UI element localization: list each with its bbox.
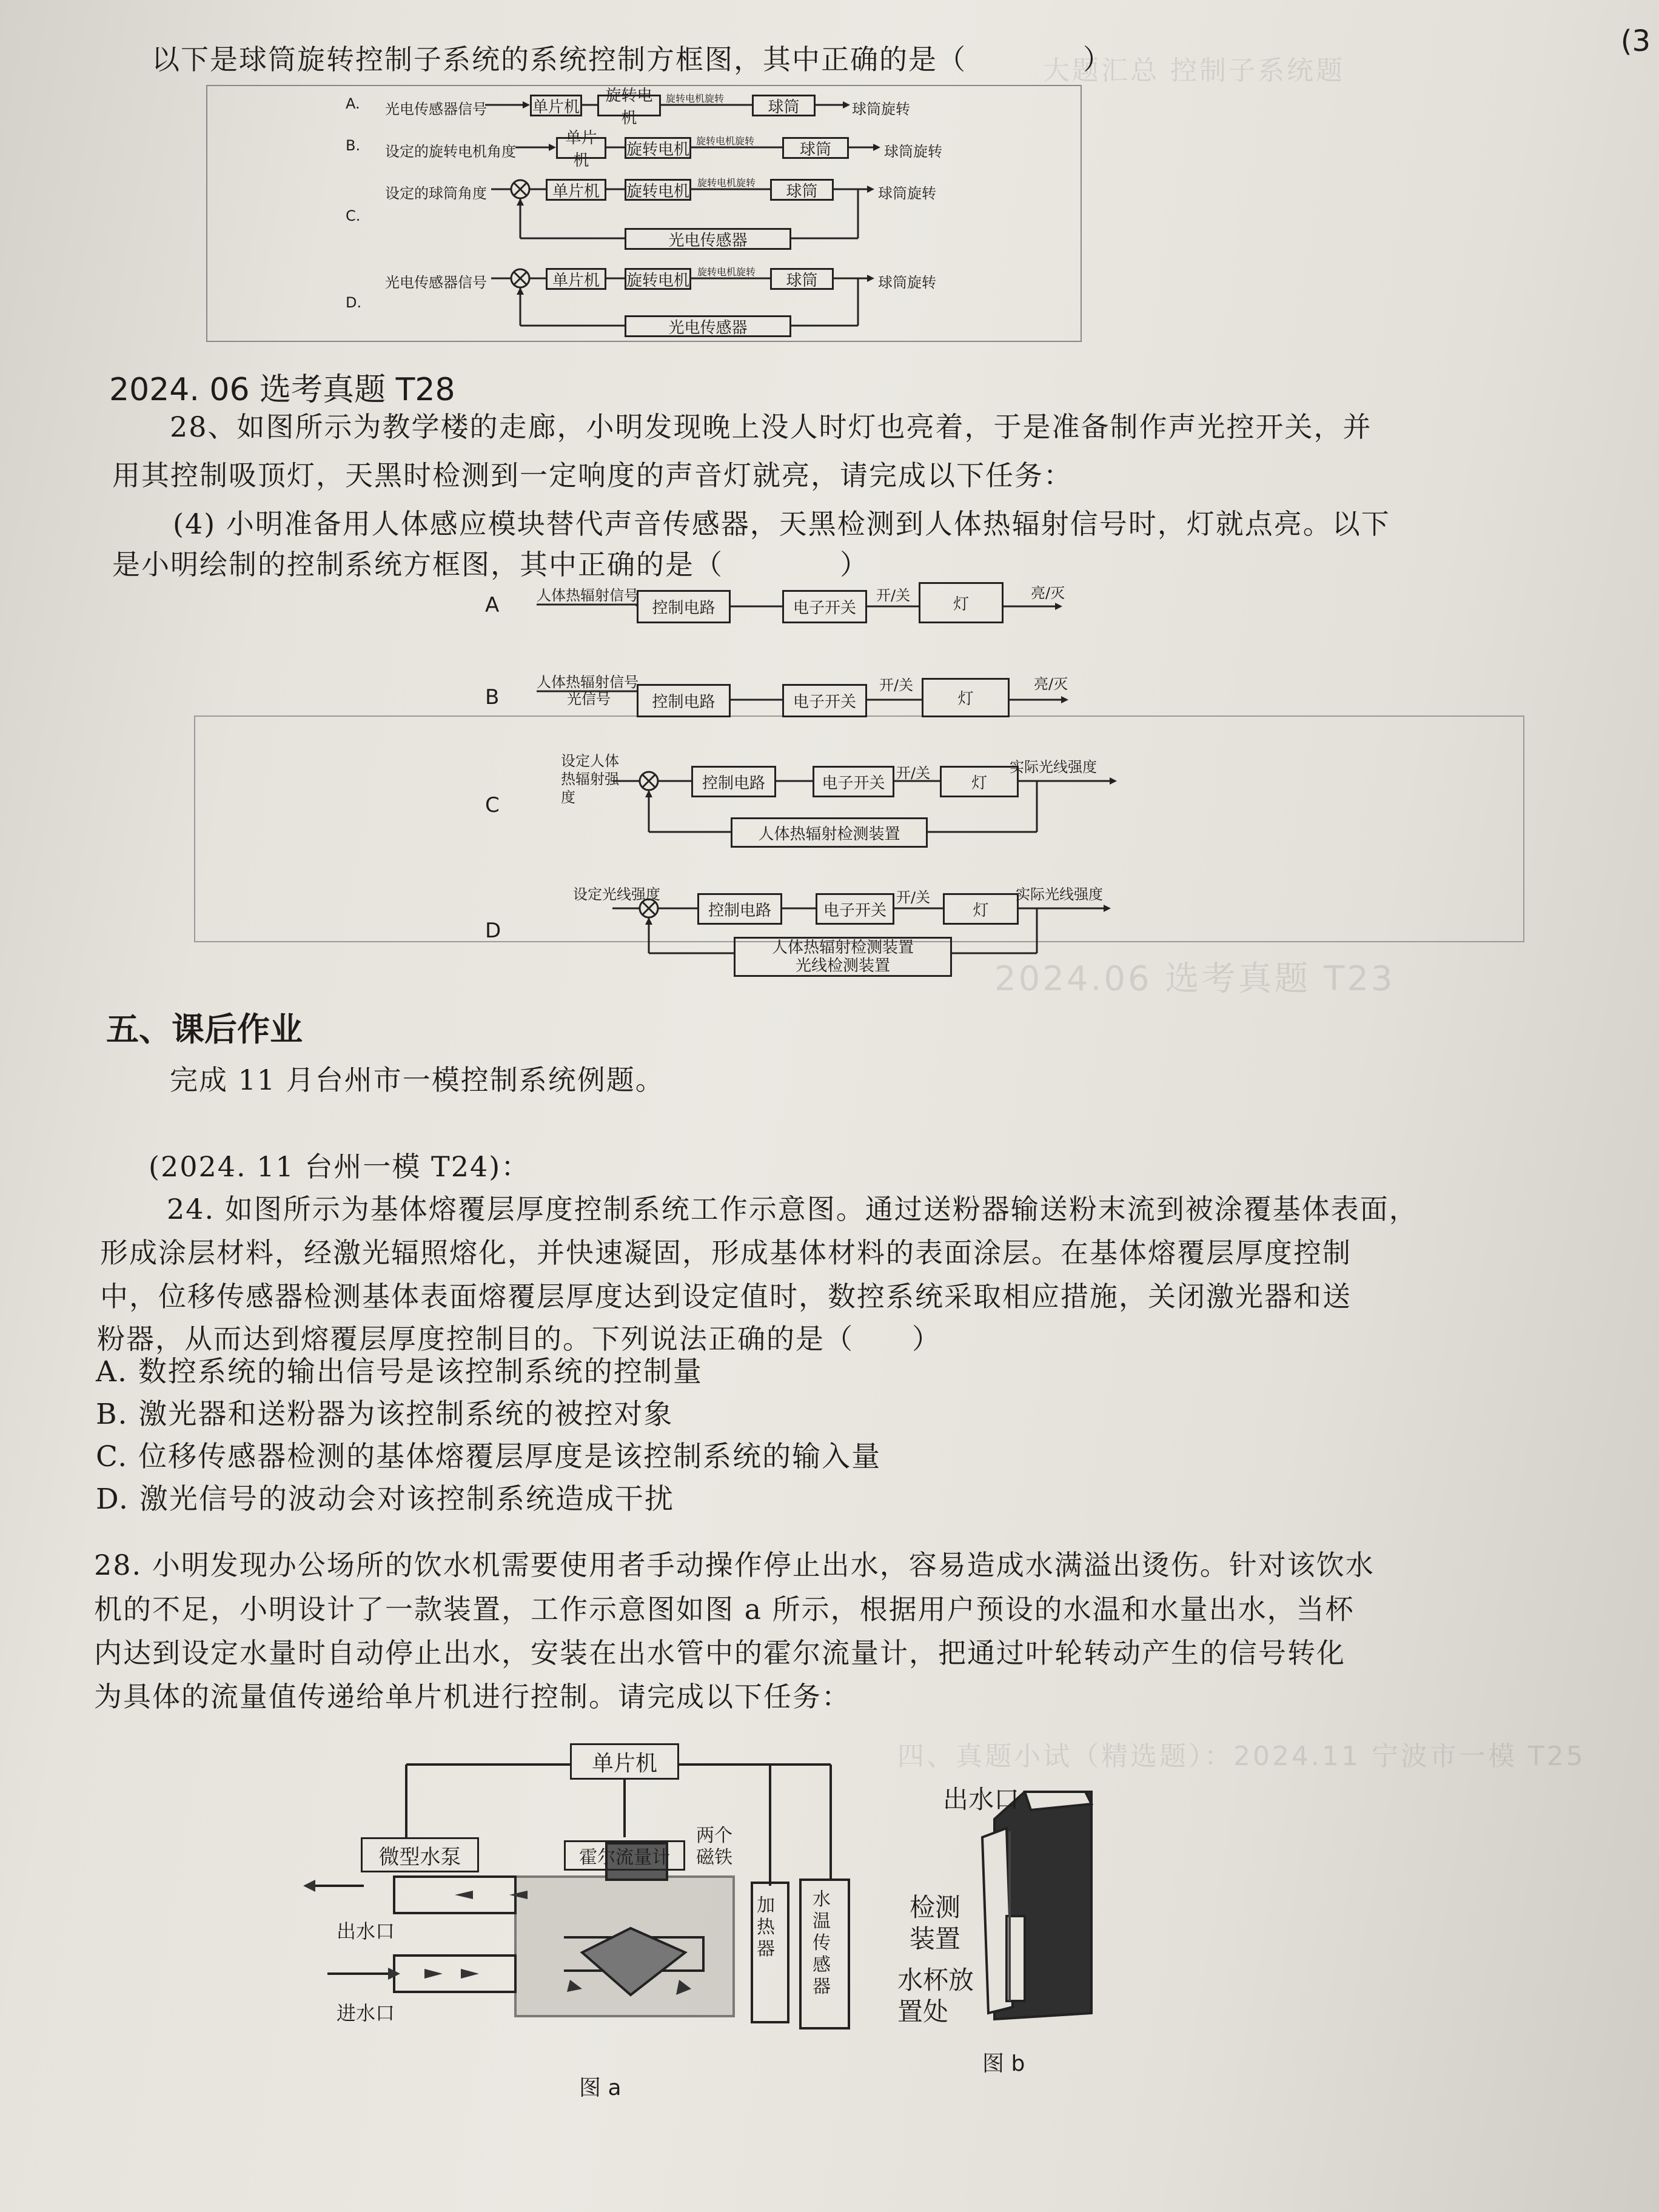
block-mcu: 单片机 (570, 1743, 679, 1780)
block-hall-flowmeter: 霍尔流量计 (564, 1840, 685, 1871)
input-label: 人体热辐射信号 (537, 674, 638, 691)
block-electronic-switch: 电子开关 (782, 684, 867, 717)
signal-label: 旋转电机旋转 (697, 266, 756, 278)
block-control-circuit: 控制电路 (637, 590, 731, 623)
block-mcu: 单片机 (530, 95, 582, 116)
block-electronic-switch: 电子开关 (816, 893, 894, 925)
page-number: (3 (1620, 24, 1651, 58)
feedback-label-1: 人体热辐射检测装置 (771, 939, 914, 957)
block-drum: 球筒 (770, 268, 834, 290)
bleed-through-text: 大题汇总 控制子系统题 (1043, 55, 1345, 86)
output-label: 球筒旋转 (884, 143, 942, 160)
signal-label: 旋转电机旋转 (696, 135, 755, 147)
option-letter: A. (346, 95, 360, 112)
input-label: 设定的旋转电机角度 (385, 143, 516, 160)
question-text: 28、如图所示为教学楼的走廊，小明发现晚上没人时灯也亮着，于是准备制作声光控开关，并 (170, 411, 1372, 443)
block-micro-pump: 微型水泵 (361, 1837, 479, 1872)
input-label: 人体热辐射信号 (537, 587, 638, 604)
question-text: 形成涂层材料，经激光辐照熔化，并快速凝固，形成基体材料的表面涂层。在基体熔覆层厚度控制 (100, 1236, 1352, 1269)
bleed-through-text: 2024.06 选考真题 T23 (994, 959, 1395, 999)
block-mcu: 单片机 (556, 137, 606, 159)
output-label: 实际光线强度 (1016, 886, 1103, 903)
signal-label: 开/关 (896, 765, 931, 782)
option-letter: D (485, 919, 501, 943)
block-control-circuit: 控制电路 (637, 684, 731, 717)
question-text: 机的不足，小明设计了一款装置，工作示意图如图 a 所示，根据用户预设的水温和水量出水，当杯 (94, 1593, 1355, 1626)
output-label: 球筒旋转 (878, 274, 936, 291)
option-letter: C. (346, 207, 361, 224)
label-heater: 加热器 (757, 1895, 775, 1960)
label-detector: 检测装置 (910, 1892, 961, 1954)
figure-caption-b: 图 b (982, 2051, 1025, 2076)
option-letter: B. (346, 137, 361, 154)
option-letter: D. (346, 294, 362, 311)
output-label: 球筒旋转 (852, 101, 910, 118)
section-heading: 五、课后作业 (106, 1010, 303, 1048)
question-text: 是小明绘制的控制系统方框图，其中正确的是（ ） (112, 548, 869, 581)
option-letter: A (485, 593, 500, 617)
block-motor: 旋转电机 (625, 179, 691, 201)
question-text: 24. 如图所示为基体熔覆层厚度控制系统工作示意图。通过送粉器输送粉末流到被涂覆基体表面， (167, 1193, 1418, 1225)
block-motor: 旋转电机 (597, 95, 661, 116)
bleed-through-text: 四、真题小试（精选题）：2024.11 宁波市一模 T25 (897, 1741, 1586, 1772)
block-lamp: 灯 (940, 766, 1019, 797)
block-mcu: 单片机 (546, 268, 606, 290)
signal-label: 旋转电机旋转 (697, 177, 756, 189)
question-text: 中，位移传感器检测基体表面熔覆层厚度达到设定值时，数控系统采取相应措施，关闭激光器和送 (100, 1280, 1352, 1313)
input-label: 设定光线强度 (573, 886, 660, 903)
input-label: 光电传感器信号 (385, 101, 487, 118)
block-drum: 球筒 (770, 179, 834, 201)
label-water-inlet: 进水口 (337, 2002, 395, 2025)
label-temp-sensor: 水温传感器 (813, 1889, 831, 1997)
question-text: 内达到设定水量时自动停止出水，安装在出水管中的霍尔流量计，把通过叶轮转动产生的信号转化 (94, 1637, 1346, 1669)
answer-option-a: A. 数控系统的输出信号是该控制系统的控制量 (96, 1355, 703, 1389)
input-label: 设定的球筒角度 (385, 185, 487, 202)
question-text: 为具体的流量值传递给单片机进行控制。请完成以下任务： (94, 1680, 851, 1713)
block-drum: 球筒 (752, 95, 816, 116)
block-motor: 旋转电机 (625, 137, 691, 159)
answer-option-d: D. 激光信号的波动会对该控制系统造成干扰 (96, 1483, 674, 1516)
signal-label: 旋转电机旋转 (666, 93, 725, 104)
block-motor: 旋转电机 (625, 268, 691, 290)
block-control-circuit: 控制电路 (697, 893, 782, 925)
block-mcu: 单片机 (546, 179, 606, 201)
question-text: (4) 小明准备用人体感应模块替代声音传感器，天黑检测到人体热辐射信号时，灯就点亮。以下 (173, 508, 1390, 540)
signal-label: 开/关 (879, 677, 914, 694)
question-text: 28. 小明发现办公场所的饮水机需要使用者手动操作停止出水，容易造成水满溢出烫伤。针对该饮水 (94, 1549, 1375, 1581)
label-fig-b-water-out: 出水口 (943, 1785, 1020, 1814)
block-feedback-sensor: 光电传感器 (625, 315, 791, 337)
label-water-outlet: 出水口 (337, 1920, 395, 1943)
question-text: 粉器，从而达到熔覆层厚度控制目的。下列说法正确的是（ ） (97, 1322, 941, 1355)
block-electronic-switch: 电子开关 (813, 766, 894, 797)
block-lamp: 灯 (943, 893, 1019, 925)
output-label: 亮/灭 (1034, 675, 1068, 692)
homework-text: 完成 11 月台州市一模控制系统例题。 (170, 1064, 665, 1096)
question-source: (2024. 11 台州一模 T24)： (149, 1150, 531, 1183)
output-label: 亮/灭 (1031, 585, 1065, 602)
question-text: 用其控制吸顶灯，天黑时检测到一定响度的声音灯就亮，请完成以下任务： (112, 459, 1073, 492)
input-label: 设定人体热辐射强度 (561, 752, 619, 806)
label-cup-place: 水杯放置处 (897, 1965, 974, 2026)
output-label: 实际光线强度 (1010, 759, 1097, 776)
block-electronic-switch: 电子开关 (782, 590, 867, 623)
input-label: 光电传感器信号 (385, 274, 487, 291)
output-label: 球筒旋转 (878, 185, 936, 202)
answer-option-c: C. 位移传感器检测的基体熔覆层厚度是该控制系统的输入量 (96, 1440, 882, 1473)
block-lamp: 灯 (919, 582, 1004, 623)
option-letter: B (485, 685, 500, 709)
input-label: 光信号 (567, 691, 611, 708)
signal-label: 开/关 (876, 587, 911, 604)
block-control-circuit: 控制电路 (691, 766, 776, 797)
answer-option-b: B. 激光器和送粉器为该控制系统的被控对象 (96, 1398, 674, 1431)
block-feedback-detector: 人体热辐射检测装置 (731, 817, 928, 848)
signal-label: 开/关 (896, 889, 931, 906)
section-heading: 2024. 06 选考真题 T28 (109, 372, 455, 408)
feedback-label-2: 光线检测装置 (795, 957, 890, 975)
option-letter: C (485, 793, 500, 817)
question-stem: 以下是球筒旋转控制子系统的系统控制方框图，其中正确的是（ ） (152, 43, 1112, 76)
label-magnets: 两个磁铁 (696, 1825, 732, 1868)
block-drum: 球筒 (782, 137, 849, 159)
figure-caption-a: 图 a (579, 2076, 622, 2100)
block-lamp: 灯 (922, 678, 1010, 717)
block-feedback-sensor: 光电传感器 (625, 228, 791, 250)
